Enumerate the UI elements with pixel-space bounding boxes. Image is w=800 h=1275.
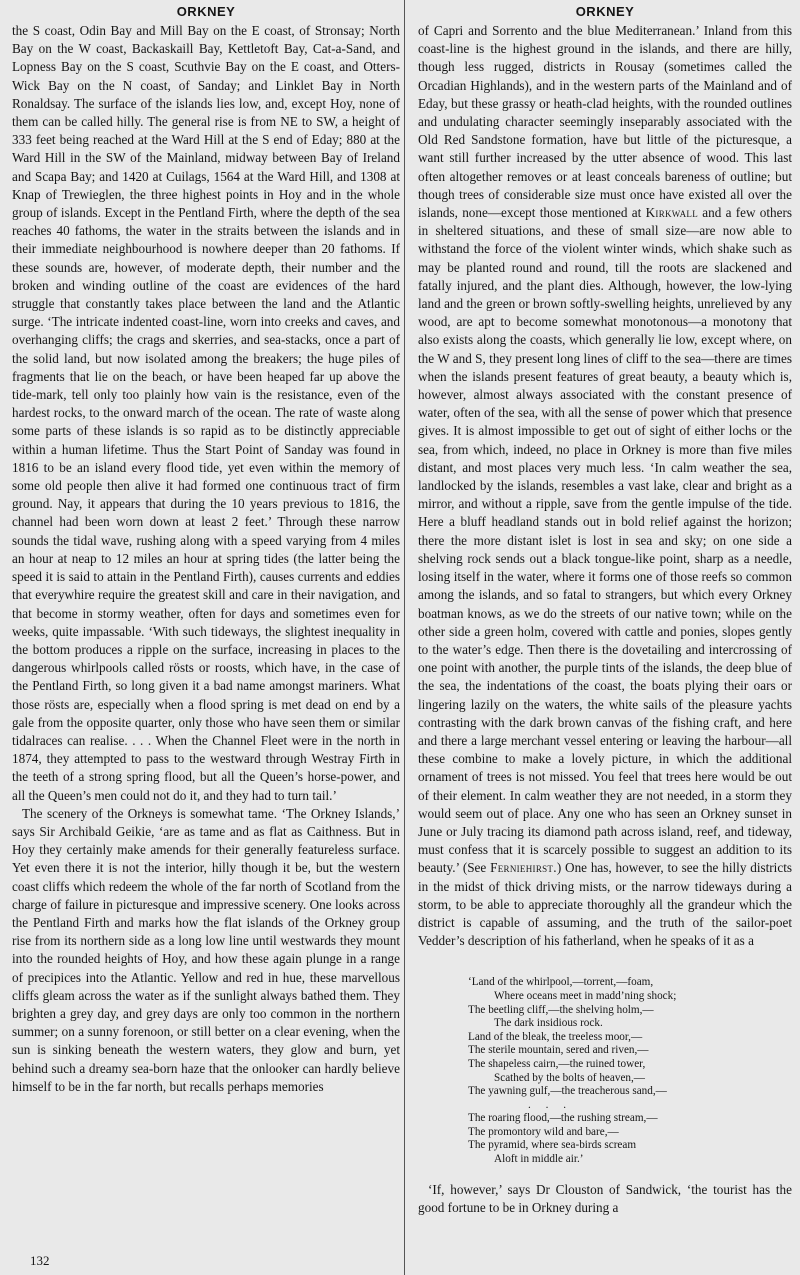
right-column bbox=[404, 0, 800, 1275]
poem-line: The dark insidious rock. bbox=[494, 1017, 603, 1030]
poem-line: Aloft in middle air.’ bbox=[494, 1153, 584, 1166]
right-paragraph-1b: and a few others in sheltered situations, and these of small size—are now able to withstand the force of the violent winter winds, which shake such as may be planted round and round, till the roots are slackened and fatally injured, and the plant dies. Although, however, the low-lying land and the green or brown softly-swelling heights, unrelieved by any wood, are apt to become somewhat monotonous—a monotony that also exists along the coasts, which generally lie low, except where, on the W and S, they present long lines of cliff to the sea—there are times when the islands present features of great beauty, a beauty which is, however, almost always associated with the constant presence of water, often of the sea, with all the sense of power which that presence gives. It is almost impossible to get out of sight of either lochs or the sea, from which, indeed, no place in Orkney is more than five miles distant, and most places very much less. ‘In calm weather the sea, landlocked by the islands, resembles a vast lake, clear and bright as a mirror, and without a ripple, save from the gentle impulse of the tide. Here a bluff headland stands out in bold relief against the horizon; there the more distant islet is lost in sea and sky; on one side a shelving rock sends out a black tongue-like point, sharp as a needle, losing itself in the water, where it forms one of those reefs so common among the islands, and so fatal to strangers, but which every Orkney boatman knows, as we do the streets of our native town; while on the other side a green holm, covered with cattle and ponies, slopes gently to the water’s edge. Then there is the dovetailing and intercrossing of one point with another, the purple tints of the islands, the deep blue of the sea, the indentations of the coast, the boats plying their oars or lingering lazily on the waters, the white sails of the pleasure yachts contrasting with the dark brown canvas of the fishing craft, and here and there a large merchant vessel entering or leaving the harbour—all these combine to make a lovely picture, in which the additional ornament of trees is not missed. You feel that trees here would be out of their element. In calm weather they are not needed, in a storm they would seem out of place. Any one who has seen an Orkney sunset in June or July tracing its diamond path across island, reef, and tideway, must confess that it is scarcely possible to suggest an addition to its beauty.’ (See bbox=[418, 205, 793, 876]
poem-line: The yawning gulf,—the treacherous sand,— bbox=[468, 1085, 667, 1098]
poem-line: The pyramid, where sea-birds scream bbox=[468, 1139, 637, 1152]
left-paragraph-2: The scenery of the Orkneys is somewhat tame. ‘The Orkney Islands,’ says Sir Archibald Geikie, ‘are as tame and as flat as Caithness. But in Hoy they certainly make amends for their generally featureless surface. Yet even there it is not the interior, hilly though it be, but the western coast cliffs which redeem the whole of the far north of Scotland from the charge of failure in picturesque and impressive scenery. One looks across the Pentland Firth and marks how the flat islands of the Orkney group rise from its northern side as a long low line until westwards they mount into the rounded heights of Hoy, and how these again plunge in a range of precipices into the Atlantic. Yellow and red in hue, these marvellous cliffs gleam across the water as if the sunlight always bathed them. They brighten a grey day, and grey days are only too common in the northern summer; on a sunny forenoon, or still better on a clear evening, when the sun is sinking beneath the western waters, they glow and burn, yet behind such a dreamy sea-born haze that the onlooker can hardly believe himself to be in the far north, but recalls perhaps memories bbox=[12, 805, 400, 1094]
poem-line: Where oceans meet in madd’ning shock; bbox=[494, 989, 677, 1002]
poem-line: Scathed by the bolts of heaven,— bbox=[494, 1071, 645, 1084]
left-column-text bbox=[12, 22, 400, 1096]
poem-line: Land of the bleak, the treeless moor,— bbox=[468, 1030, 643, 1043]
page-number: 132 bbox=[30, 1253, 50, 1268]
left-running-head: ORKNEY bbox=[176, 4, 236, 19]
right-column-text bbox=[418, 22, 792, 1217]
kirkwall-reference: Kirkwall bbox=[645, 205, 698, 221]
right-paragraph-2: ‘If, however,’ says Dr Clouston of Sandwick, ‘the tourist has the good fortune to be in Orkney during a bbox=[418, 1181, 792, 1215]
poem-line: The roaring flood,—the rushing stream,— bbox=[468, 1112, 658, 1125]
right-paragraph-1a: of Capri and Sorrento and the blue Mediterranean.’ Inland from this coast-line is the highest ground in the islands, and there are hilly, though less rugged, districts in Rousay (sometimes called the Orcadian Highlands), and in the western parts of the Mainland and of Eday, but these grassy or heath-clad heights, with the rounded outlines and undulating character seemingly inseparably associated with the Old Red Sandstone formation, have but little of the picturesque, a want still further increased by the utter absence of wood. This last often altogether removes or at least conceals bareness of outline; but though trees of considerable size must once have existed all over the islands, none—except those mentioned at bbox=[418, 23, 792, 221]
poem-line: The beetling cliff,—the shelving holm,— bbox=[468, 1003, 654, 1016]
poem-line: The promontory wild and bare,— bbox=[468, 1125, 619, 1138]
left-paragraph-1: the S coast, Odin Bay and Mill Bay on the E coast, of Stronsay; North Bay on the W coast, Backaskaill Bay, Kettletoft Bay, Cat-a-Sand, and Lopness Bay on the S coast, Scuthvie Bay on the E coast, and Otters-Wick Bay on the N coast, of Sanday; and Linklet Bay in North Ronaldsay. The surface of the islands lies low, and, except Hoy, none of them can be called hilly. The general rise is from NE to SW, a height of 333 feet being reached at the Ward Hill at the S end of Eday; 880 at the Ward Hill in the SW of the Mainland, midway between Bay of Ireland and Scapa Bay; and 1420 at Cuilags, 1564 at the Ward Hill, and 1308 at Knap of Trewieglen, the three highest points in Hoy and in the whole group of islands. Except in the Pentland Firth, where the depth of the sea reaches 40 fathoms, the water in the straits between the islands and in their immediate neighbourhood is nowhere deeper than 20 fathoms. If these sounds are, however, of moderate depth, their number and the broken and winding outline of the coast are evidences of the hard struggle that constantly takes place between the land and the Atlantic surge. ‘The intricate indented coast-line, worn into creeks and caves, and overhanging cliffs; the crags and skerries, and sea-stacks, once a part of the solid land, but now isolated among the breakers; the huge piles of fragments that lie on the beach, or have been heaped far up above the tide-mark, tell only too plainly how vain is the resistance, even of the hardest rocks, to the onward march of the ocean. The rate of waste along some parts of these islands is so rapid as to be distinctly appreciable within a human lifetime. Thus the Start Point of Sanday was found in 1816 to be an island every flood tide, yet even within the memory of some old people then alive it had formed one continuous tract of firm ground. Nay, it appears that during the 10 years previous to 1816, the channel had been worn down at least 2 feet.’ Through these narrow sounds the tidal wave, rushing along with a speed varying from 4 miles an hour at neap to 12 miles an hour at spring tides (the latter being the speed it is said to attain in the Pentland Firth), causes currents and eddies that everywhire require the greatest skill and care in their navigation, and that become in stormy weather, often for days and sometimes even for weeks, quite impassable. ‘With such tideways, the slightest inequality in the bottom produces a ripple on the surface, increasing in places to the dangerous whirlpools called rösts or roosts, which have, in the case of the Pentland Firth, so long given it a bad name amongst mariners. What those rösts are, especially when a flood spring is met dead on end by a gale from the opposite quarter, only those who have seen them or similar tidalraces can realise. . . . When the Channel Fleet were in the north in 1874, they attempted to pass to the westward through Westray Firth in the teeth of a strong spring flood, but all the Queen’s horse-power, and all the Queen’s men could not do it, and they had to turn tail.’ bbox=[12, 23, 400, 803]
right-running-head: ORKNEY bbox=[575, 4, 635, 19]
poem-ellipsis: . . . bbox=[528, 1098, 572, 1111]
poem-line: The sterile mountain, sered and riven,— bbox=[468, 1044, 649, 1057]
poem-line: ‘Land of the whirlpool,—torrent,—foam, bbox=[468, 976, 654, 989]
poem-quotation bbox=[468, 976, 792, 1166]
right-paragraph-1 bbox=[418, 22, 792, 950]
right-paragraph-1c: ) One has, however, to see the hilly districts in the midst of thick driving mists, or the narrow tideways during a storm, to be able to appreciate thoroughly all the grandeur which the district is capable of assuming, and the truth of the sailor-poet Vedder’s description of his fatherland, when he speaks of it as a bbox=[418, 860, 792, 949]
poem-line: The shapeless cairn,—the ruined tower, bbox=[468, 1057, 646, 1070]
ferniehirst-reference: Ferniehirst. bbox=[490, 860, 557, 876]
